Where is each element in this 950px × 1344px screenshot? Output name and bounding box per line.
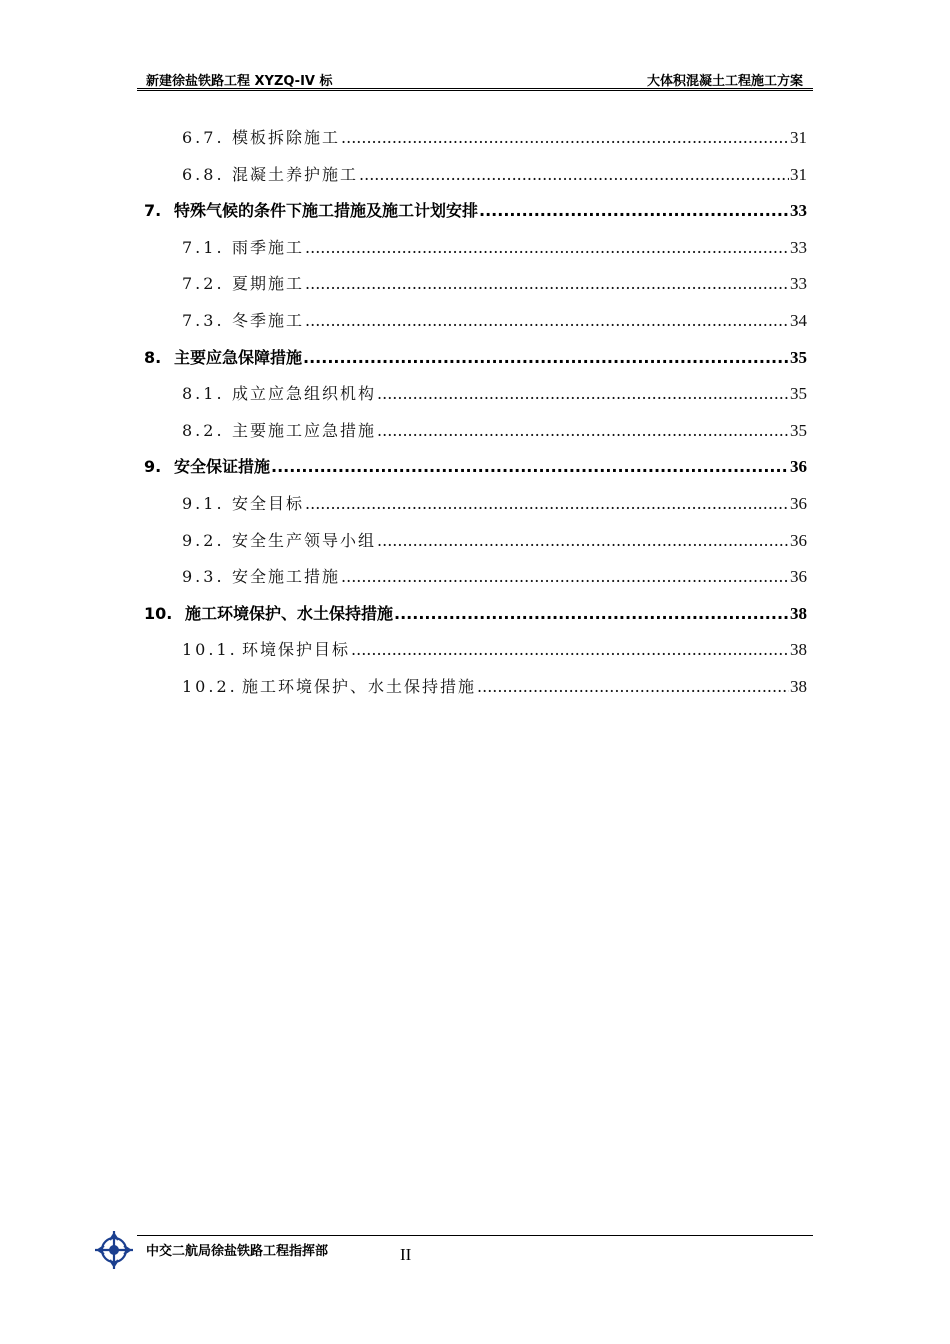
toc-dot-leader: [377, 416, 789, 446]
toc-entry-page: 38: [790, 676, 807, 696]
toc-entry-page: 34: [790, 310, 807, 330]
toc-entry-number: 7.: [144, 201, 162, 221]
toc-entry-number: 9.1.: [182, 493, 225, 513]
toc-dot-leader: [305, 489, 789, 519]
toc-section-entry[interactable]: [144, 489, 807, 526]
toc-dot-leader: [305, 306, 789, 336]
toc-entry-title: 安全目标: [232, 493, 305, 513]
toc-section-entry[interactable]: [144, 526, 807, 563]
toc-entry-number: 9.3.: [182, 567, 225, 587]
toc-dot-leader: [377, 526, 789, 556]
toc-entry-number: 7.1.: [182, 237, 225, 257]
toc-section-entry[interactable]: [144, 672, 807, 709]
header-rule: [137, 90, 813, 91]
toc-chapter-entry[interactable]: [144, 196, 807, 233]
toc-entry-number: 7.2.: [182, 274, 225, 294]
toc-entry-number: 6.8.: [182, 164, 225, 184]
toc-entry-page: 31: [790, 128, 807, 147]
toc-dot-leader: [351, 635, 789, 665]
toc-dot-leader: [305, 233, 789, 263]
toc-dot-leader: [479, 196, 789, 226]
toc-entry-title: 冬季施工: [232, 310, 305, 330]
toc-entry-page: 36: [790, 530, 807, 550]
toc-dot-leader: [377, 379, 789, 409]
toc-entry-number: 10.2.: [182, 676, 238, 696]
header-project-title: 新建徐盐铁路工程 XYZQ-IV 标: [146, 74, 333, 89]
toc-section-entry[interactable]: [144, 379, 807, 416]
toc-entry-title: 安全生产领导小组: [232, 530, 377, 550]
toc-entry-title: 雨季施工: [232, 237, 305, 257]
toc-entry-page: 36: [790, 493, 807, 513]
table-of-contents: [144, 123, 807, 709]
toc-entry-number: 6.7.: [182, 128, 225, 147]
toc-dot-leader: [303, 343, 789, 373]
toc-entry-number: 7.3.: [182, 310, 225, 330]
toc-dot-leader: [341, 562, 789, 592]
toc-section-entry[interactable]: [144, 160, 807, 197]
toc-chapter-entry[interactable]: [144, 343, 807, 380]
toc-entry-page: 38: [790, 640, 807, 660]
toc-dot-leader: [271, 452, 789, 482]
toc-section-entry[interactable]: [144, 233, 807, 270]
toc-entry-title: 安全施工措施: [232, 567, 341, 587]
toc-entry-page: 36: [790, 457, 807, 477]
toc-dot-leader: [477, 672, 789, 702]
toc-entry-number: 9.: [144, 457, 162, 477]
toc-entry-page: 33: [790, 201, 807, 221]
toc-entry-title: 主要应急保障措施: [174, 347, 303, 367]
toc-entry-page: 35: [790, 347, 807, 367]
toc-entry-number: 8.: [144, 347, 162, 367]
page-header: [137, 68, 813, 89]
toc-entry-page: 33: [790, 274, 807, 294]
toc-dot-leader: [359, 160, 789, 190]
toc-entry-number: 8.2.: [182, 420, 225, 440]
toc-entry-number: 9.2.: [182, 530, 225, 550]
toc-dot-leader: [394, 599, 789, 629]
toc-entry-page: 38: [790, 603, 807, 623]
toc-section-entry[interactable]: [144, 269, 807, 306]
toc-entry-title: 混凝土养护施工: [232, 164, 359, 184]
footer-rule: [137, 1235, 813, 1237]
toc-entry-page: 35: [790, 384, 807, 404]
toc-entry-page: 36: [790, 567, 807, 587]
toc-entry-title: 安全保证措施: [174, 457, 271, 477]
footer-organization: 中交二航局徐盐铁路工程指挥部: [146, 1244, 329, 1259]
toc-dot-leader: [305, 269, 789, 299]
toc-section-entry[interactable]: [144, 562, 807, 599]
toc-section-entry[interactable]: [144, 416, 807, 453]
toc-entry-number: 10.1.: [182, 640, 238, 660]
toc-entry-title: 特殊气候的条件下施工措施及施工计划安排: [174, 201, 479, 221]
toc-entry-title: 夏期施工: [232, 274, 305, 294]
toc-entry-title: 模板拆除施工: [232, 128, 341, 147]
toc-entry-title: 施工环境保护、水土保持措施: [185, 603, 394, 623]
toc-entry-title: 施工环境保护、水土保持措施: [242, 676, 477, 696]
toc-entry-title: 成立应急组织机构: [232, 384, 377, 404]
toc-chapter-entry[interactable]: [144, 452, 807, 489]
toc-entry-title: 环境保护目标: [242, 640, 351, 660]
toc-entry-page: 35: [790, 420, 807, 440]
header-document-title: 大体积混凝土工程施工方案: [646, 74, 803, 89]
toc-section-entry[interactable]: [144, 635, 807, 672]
toc-section-entry[interactable]: [144, 306, 807, 343]
toc-entry-page: 31: [790, 164, 807, 184]
cccc-logo-icon: [92, 1228, 136, 1272]
toc-chapter-entry[interactable]: [144, 599, 807, 636]
toc-entry-number: 8.1.: [182, 384, 225, 404]
toc-section-entry[interactable]: [144, 123, 807, 160]
toc-entry-title: 主要施工应急措施: [232, 420, 377, 440]
toc-entry-number: 10.: [144, 603, 173, 623]
toc-entry-page: 33: [790, 237, 807, 257]
page-number: II: [400, 1245, 412, 1264]
toc-dot-leader: [341, 123, 789, 153]
